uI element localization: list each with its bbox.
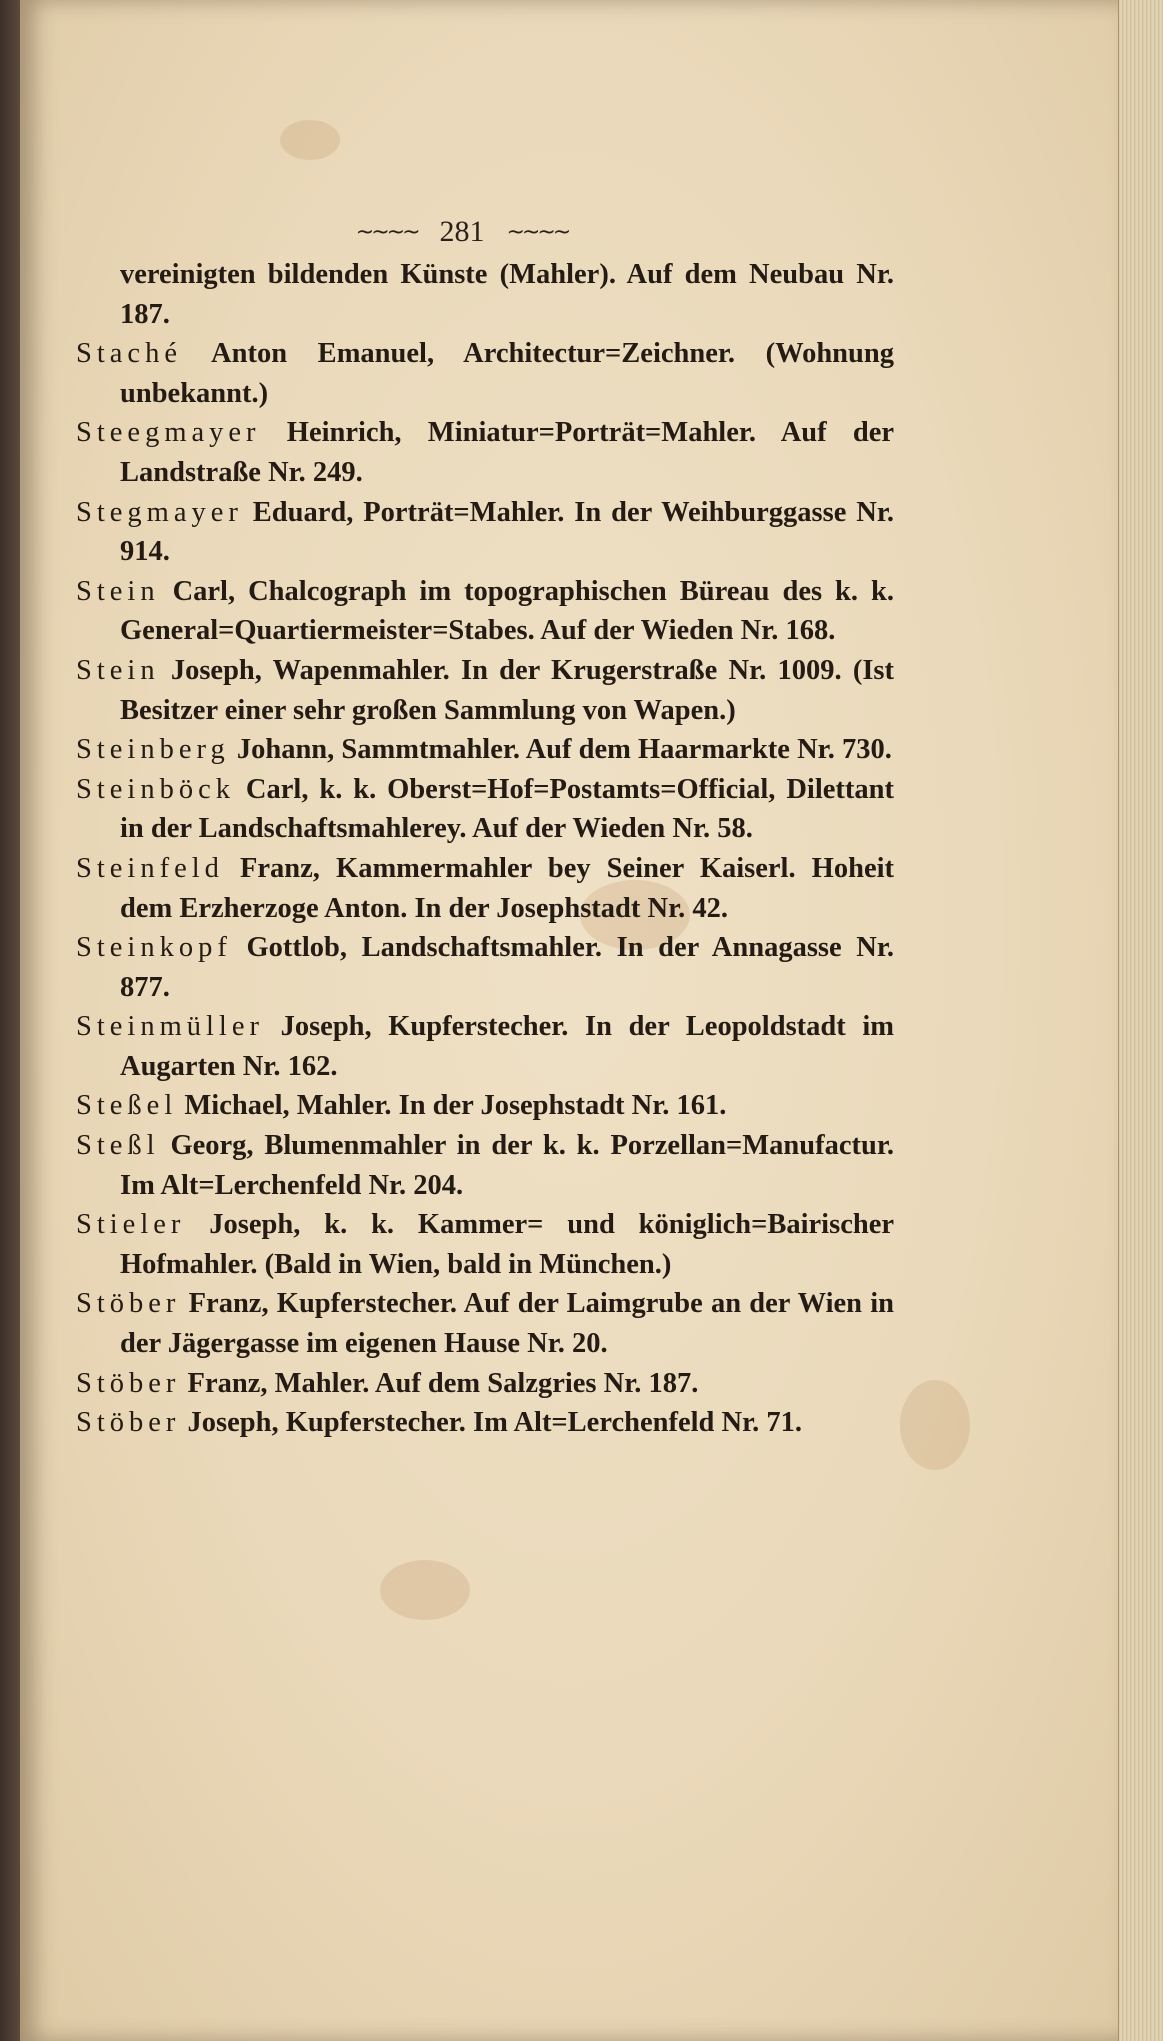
entry-surname: Steinmüller [76, 1011, 264, 1043]
page-number: 281 [439, 215, 485, 248]
entry-surname: Steinberg [76, 734, 230, 766]
directory-entry [76, 1086, 894, 1126]
entry-surname: Stein [76, 575, 160, 607]
entry-text: Carl, Chalcograph im topographischen Büreau des k. k. General=Quartiermeister=Stabes. Auf der Wieden Nr. 168. [120, 575, 894, 647]
entry-surname: Stöber [76, 1288, 181, 1320]
directory-entry [76, 1403, 894, 1443]
entry-text: Franz, Kammermahler bey Seiner Kaiserl. Hoheit dem Erzherzoge Anton. In der Josephstadt Nr. 42. [120, 852, 895, 924]
directory-entry [76, 1126, 894, 1205]
entry-surname: Stöber [76, 1367, 181, 1399]
entry-surname: Steinkopf [76, 932, 232, 964]
entry-text: Georg, Blumenmahler in der k. k. Porzellan=Manufactur. Im Alt=Lerchenfeld Nr. 204. [120, 1130, 894, 1201]
entry-surname: Stieler [76, 1209, 186, 1241]
entry-text: Johann, Sammtmahler. Auf dem Haarmarkte Nr. 730. [236, 734, 892, 766]
directory-entry [76, 730, 894, 770]
entry-surname: Steinfeld [76, 852, 224, 884]
entry-surname: Steegmayer [76, 417, 261, 449]
entry-surname: Staché [76, 338, 182, 370]
directory-entry [76, 255, 894, 334]
entry-text: Heinrich, Miniatur=Porträt=Mahler. Auf der Landstraße Nr. 249. [120, 417, 894, 488]
directory-entry [76, 651, 894, 730]
entry-text: vereinigten bildenden Künste (Mahler). Auf dem Neubau Nr. 187. [120, 259, 894, 330]
directory-listing [76, 255, 894, 1443]
directory-entry [76, 1007, 894, 1086]
entry-text: Joseph, Kupferstecher. Im Alt=Lerchenfeld Nr. 71. [187, 1407, 802, 1439]
entry-text: Joseph, k. k. Kammer= und königlich=Bairischer Hofmahler. (Bald in Wien, bald in München.) [120, 1209, 894, 1280]
entry-text: Gottlob, Landschaftsmahler. In der Annagasse Nr. 877. [120, 932, 895, 1003]
entry-surname: Stöber [76, 1407, 181, 1439]
directory-entry [76, 493, 894, 572]
entry-text: Franz, Kupferstecher. Auf der Laimgrube an der Wien in der Jägergasse im eigenen Hause Nr. 20. [120, 1288, 894, 1360]
page-header [332, 212, 592, 252]
page-edge [1118, 0, 1163, 2041]
entry-text: Anton Emanuel, Architectur=Zeichner. (Wohnung unbekannt.) [120, 338, 894, 409]
entry-text: Michael, Mahler. In der Josephstadt Nr. 161. [184, 1090, 727, 1122]
directory-entry [76, 1364, 894, 1404]
directory-entry [76, 334, 894, 413]
directory-entry [76, 849, 894, 928]
entry-text: Joseph, Wapenmahler. In der Krugerstraße Nr. 1009. (Ist Besitzer einer sehr großen Sammlung von Wapen.) [120, 654, 895, 726]
entry-surname: Stegmayer [76, 496, 243, 528]
entry-surname: Steinböck [76, 773, 235, 805]
entry-surname: Steßel [76, 1090, 178, 1122]
ornament-left: ~~~~ [355, 219, 418, 245]
directory-entry [76, 1284, 894, 1363]
entry-surname: Stein [76, 654, 160, 686]
directory-entry [76, 413, 894, 492]
book-binding [0, 0, 20, 2041]
directory-entry [76, 1205, 894, 1284]
entry-text: Carl, k. k. Oberst=Hof=Postamts=Official, Dilettant in der Landschaftsmahlerey. Auf der Wieden Nr. 58. [120, 773, 894, 845]
ornament-right: ~~~~ [506, 219, 569, 245]
entry-surname: Steßl [76, 1130, 160, 1162]
directory-entry [76, 928, 894, 1007]
directory-entry [76, 572, 894, 651]
directory-entry [76, 770, 894, 849]
entry-text: Joseph, Kupferstecher. In der Leopoldstadt im Augarten Nr. 162. [120, 1011, 894, 1082]
entry-text: Franz, Mahler. Auf dem Salzgries Nr. 187. [187, 1367, 699, 1399]
entry-text: Eduard, Porträt=Mahler. In der Weihburggasse Nr. 914. [120, 496, 895, 568]
